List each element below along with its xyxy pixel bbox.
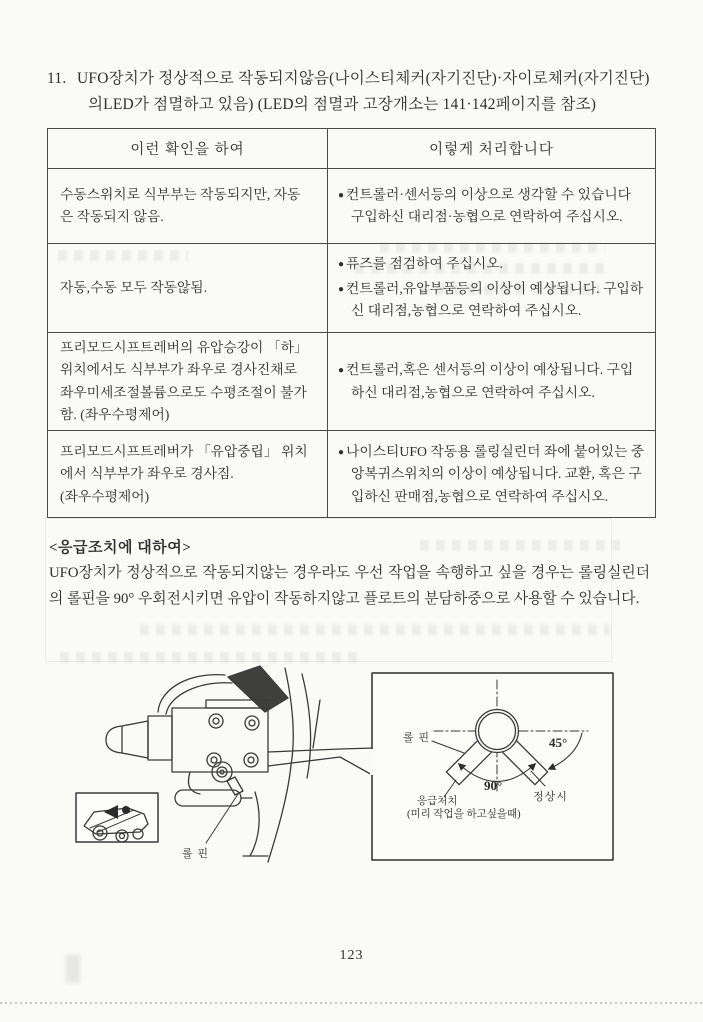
action-text: 컨트롤러·센서등의 이상으로 생각할 수 있습니다 구입하신 대리점·농협으로 연락하여 주십시오. bbox=[346, 186, 631, 224]
action-text: 퓨즈를 점검하여 주십시오. bbox=[346, 256, 503, 272]
angle-90-label: 90° bbox=[484, 778, 503, 793]
action-cell bbox=[328, 244, 656, 333]
section-title-line2: 의LED가 점멸하고 있음) (LED의 점멸과 고장개소는 141·142페이지를 참조) bbox=[88, 95, 597, 113]
emergency-position-label bbox=[407, 795, 521, 821]
column-header-action: 이렇게 처리합니다 bbox=[328, 129, 656, 169]
action-item bbox=[338, 184, 645, 229]
bullet-icon: ● bbox=[338, 189, 345, 201]
action-item bbox=[338, 359, 645, 404]
troubleshooting-table bbox=[47, 128, 656, 518]
table-row bbox=[48, 431, 656, 518]
bullet-icon: ● bbox=[338, 365, 345, 377]
emergency-position-line1: 응급처치 bbox=[417, 796, 458, 807]
action-item bbox=[338, 253, 645, 275]
action-text: 컨트롤러,유압부품등의 이상이 예상됩니다. 구입하신 대리점,농협으로 연락하여 주십시오. bbox=[346, 280, 644, 319]
action-text: 나이스티UFO 작동용 롤링실린더 좌에 붙어있는 중앙복귀스위치의 이상이 예상됩니다. 교환, 혹은 구입하신 판매점,농협으로 연락하여 주십시오. bbox=[346, 443, 645, 504]
roll-pin-diagram bbox=[0, 650, 703, 900]
emergency-section-heading: <응급조치에 대하여> bbox=[49, 540, 192, 556]
table-row bbox=[48, 169, 656, 244]
roll-pin-detail-box bbox=[370, 673, 613, 860]
angle-45-label: 45° bbox=[549, 735, 568, 750]
check-cell: 프리모드시프트레버의 유압승강이 「하」 위치에서도 식부부가 좌우로 경사진채로 좌우미세조절볼륨으로도 수평조절이 불가함. (좌우수평제어) bbox=[48, 333, 328, 431]
table-row bbox=[48, 333, 656, 431]
action-item bbox=[338, 441, 645, 508]
action-text: 컨트롤러,혹은 센서등의 이상이 예상됩니다. 구입하신 대리점,농협으로 연락하여 주십시오. bbox=[346, 362, 634, 400]
roll-pin-label-detail: 롤 핀 bbox=[403, 732, 431, 744]
section-number: 11. bbox=[47, 70, 67, 87]
check-cell: 자동,수동 모두 작동않됨. bbox=[48, 244, 328, 333]
section-title-line1: UFO장치가 정상적으로 작동되지않음(나이스티체커(자기진단)·자이로체커(자기진단) bbox=[77, 70, 650, 87]
normal-position-label: 정상시 bbox=[533, 791, 568, 803]
roll-pin-label-machine: 롤 핀 bbox=[182, 848, 210, 860]
bullet-icon: ● bbox=[338, 446, 345, 458]
scan-smudge-artifact bbox=[66, 955, 80, 983]
check-cell bbox=[48, 431, 328, 518]
emergency-section-body: UFO장치가 정상적으로 작동되지않는 경우라도 우선 작업을 속행하고 싶을 경우는 롤링실린더의 롤핀을 90° 우회전시키면 유압이 작동하지않고 플로트의 분담하중으로 사용할 수 있습니다. bbox=[49, 565, 650, 608]
action-item bbox=[338, 278, 645, 323]
check-text: 프리모드시프트레버가 「유압중립」 위치에서 식부부가 좌우로 경사짐. bbox=[60, 443, 308, 482]
scan-edge-artifact bbox=[0, 1002, 703, 1004]
column-header-check: 이런 확인을 하여 bbox=[48, 129, 328, 169]
action-cell bbox=[328, 333, 656, 431]
bullet-icon: ● bbox=[338, 283, 345, 295]
machine-location-inset bbox=[76, 793, 158, 842]
check-cell: 수동스위치로 식부부는 작동되지만, 자동은 작동되지 않음. bbox=[48, 169, 328, 244]
emergency-position-line2: (미리 작업을 하고싶을때) bbox=[407, 809, 521, 821]
action-cell bbox=[328, 431, 656, 518]
page-number: 123 bbox=[339, 948, 364, 963]
action-cell bbox=[328, 169, 656, 244]
check-note: (좌우수평제어) bbox=[60, 488, 150, 504]
section-title bbox=[47, 66, 659, 117]
table-header-row bbox=[48, 129, 656, 169]
table-row bbox=[48, 244, 656, 333]
bullet-icon: ● bbox=[338, 259, 345, 271]
